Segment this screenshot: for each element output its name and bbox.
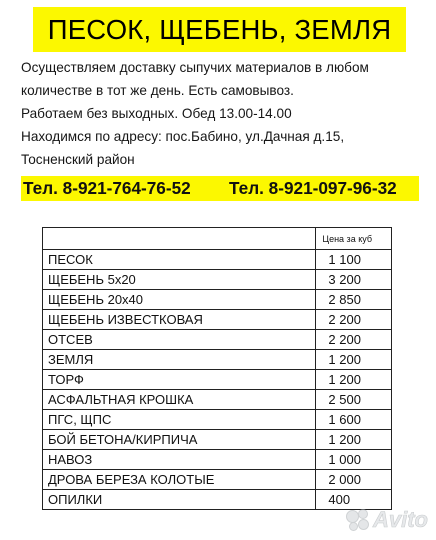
info-line-hours: Работаем без выходных. Обед 13.00-14.00	[21, 106, 292, 121]
table-row	[43, 430, 392, 450]
material-price: 2 200	[316, 330, 392, 350]
material-price: 1 000	[316, 450, 392, 470]
info-line-address: Находимся по адресу: пос.Бабино, ул.Дачная д.15,	[21, 129, 345, 144]
material-name: ЩЕБЕНЬ ИЗВЕСТКОВАЯ	[43, 310, 316, 330]
material-price: 1 600	[316, 410, 392, 430]
table-row	[43, 370, 392, 390]
info-line-district: Тосненский район	[21, 152, 135, 167]
material-name: АСФАЛЬТНАЯ КРОШКА	[43, 390, 316, 410]
table-row	[43, 310, 392, 330]
material-name: БОЙ БЕТОНА/КИРПИЧА	[43, 430, 316, 450]
material-price: 2 200	[316, 310, 392, 330]
material-name: ЩЕБЕНЬ 5х20	[43, 270, 316, 290]
table-row	[43, 290, 392, 310]
material-name: ОПИЛКИ	[43, 490, 316, 510]
material-price: 1 100	[316, 250, 392, 270]
table-row	[43, 270, 392, 290]
price-table	[42, 227, 392, 510]
phone-number-1: Тел. 8-921-764-76-52	[23, 178, 191, 198]
table-row	[43, 410, 392, 430]
info-line-same-day: количестве в тот же день. Есть самовывоз.	[21, 83, 294, 98]
material-name: ТОРФ	[43, 370, 316, 390]
material-price: 2 000	[316, 470, 392, 490]
material-price: 1 200	[316, 350, 392, 370]
material-name: ЩЕБЕНЬ 20х40	[43, 290, 316, 310]
table-row	[43, 330, 392, 350]
material-name: НАВОЗ	[43, 450, 316, 470]
avito-watermark-text: Avito	[373, 507, 428, 532]
material-price: 2 850	[316, 290, 392, 310]
header-price-per-cube: Цена за куб	[316, 228, 392, 250]
table-row	[43, 490, 392, 510]
material-name: ОТСЕВ	[43, 330, 316, 350]
avito-dots-icon	[346, 509, 368, 531]
header-material	[43, 228, 316, 250]
info-line-delivery: Осуществляем доставку сыпучих материалов в любом	[21, 60, 369, 75]
phone-number-2: Тел. 8-921-097-96-32	[229, 178, 397, 198]
phones-banner	[21, 176, 419, 201]
table-header-row	[43, 228, 392, 250]
material-name: ЗЕМЛЯ	[43, 350, 316, 370]
material-name: ПЕСОК	[43, 250, 316, 270]
material-price: 1 200	[316, 430, 392, 450]
table-row	[43, 450, 392, 470]
table-row	[43, 470, 392, 490]
info-block	[21, 56, 421, 171]
avito-watermark	[346, 507, 428, 533]
table-row	[43, 350, 392, 370]
page-headline: ПЕСОК, ЩЕБЕНЬ, ЗЕМЛЯ	[33, 7, 406, 52]
material-name: ПГС, ЩПС	[43, 410, 316, 430]
table-row	[43, 250, 392, 270]
material-price: 1 200	[316, 370, 392, 390]
material-name: ДРОВА БЕРЕЗА КОЛОТЫЕ	[43, 470, 316, 490]
table-row	[43, 390, 392, 410]
material-price: 400	[316, 490, 392, 510]
material-price: 2 500	[316, 390, 392, 410]
material-price: 3 200	[316, 270, 392, 290]
